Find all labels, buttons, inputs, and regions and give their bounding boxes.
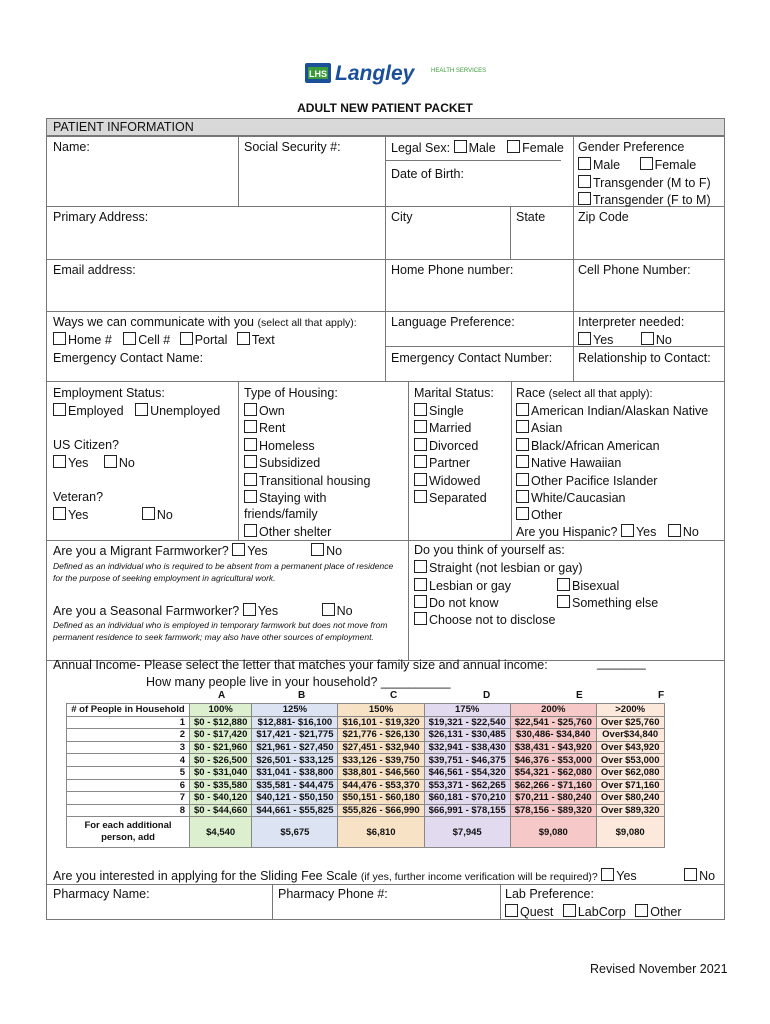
income-range-cell: $9,080 xyxy=(596,817,664,848)
marital-widowed-label: Widowed xyxy=(429,474,481,488)
pharmacy-name-label: Pharmacy Name: xyxy=(53,887,150,901)
race-aian-label: American Indian/Alaskan Native xyxy=(531,404,709,418)
marital-label: Marital Status: xyxy=(414,386,494,400)
citizen-no-label: No xyxy=(118,456,135,470)
income-range-cell: $17,421 - $21,775 xyxy=(252,729,338,742)
marital-married-label: Married xyxy=(429,421,472,435)
income-range-cell: $46,561 - $54,320 xyxy=(424,766,510,779)
emergency-name-label: Emergency Contact Name: xyxy=(53,351,204,365)
housing-subsidized-label: Subsidized xyxy=(259,456,321,470)
home-number-checkbox[interactable] xyxy=(53,332,66,345)
seasonal-definition: Defined as an individual who is employed in temporary farmwork but does not move from permanent residence to seek farmwork; may also have other sources of employment. xyxy=(53,620,388,642)
income-range-cell: $26,131 - $30,485 xyxy=(424,729,510,742)
migrant-no-label: No xyxy=(326,544,343,558)
income-household-size: 6 xyxy=(67,779,190,792)
home-number-label: Home # xyxy=(68,333,112,347)
income-range-cell: $38,431 - $43,920 xyxy=(510,741,596,754)
income-household-size: 7 xyxy=(67,792,190,805)
sex-male-checkbox[interactable] xyxy=(454,140,467,153)
race-other-label: Other xyxy=(531,508,563,522)
veteran-no-label: No xyxy=(156,508,173,522)
cell-number-label: Cell # xyxy=(138,333,171,347)
income-range-cell: $5,675 xyxy=(252,817,338,848)
income-range-cell: $33,126 - $39,750 xyxy=(338,754,424,767)
revised-date: Revised November 2021 xyxy=(590,962,728,976)
income-header-percent: 100% xyxy=(190,704,252,717)
income-range-cell: $26,501 - $33,125 xyxy=(252,754,338,767)
income-header-percent: 200% xyxy=(510,704,596,717)
income-range-cell: $54,321 - $62,080 xyxy=(510,766,596,779)
income-range-cell: $0 - $35,580 xyxy=(190,779,252,792)
city-label: City xyxy=(391,210,413,224)
marital-widowed-checkbox[interactable] xyxy=(414,473,427,486)
sliding-yes-checkbox[interactable] xyxy=(601,868,614,881)
unemployed-checkbox[interactable] xyxy=(135,403,148,416)
logo-mark: LHS xyxy=(309,69,327,79)
interpreter-yes-label: Yes xyxy=(593,333,614,347)
race-black-checkbox[interactable] xyxy=(516,438,529,451)
income-table xyxy=(66,703,665,848)
gp-trans-fm-checkbox[interactable] xyxy=(578,192,591,205)
ways-label: Ways we can communicate with you xyxy=(53,315,255,329)
sliding-yes-label: Yes xyxy=(616,869,637,883)
marital-divorced-checkbox[interactable] xyxy=(414,438,427,451)
hispanic-yes-checkbox[interactable] xyxy=(621,524,634,537)
pharmacy-phone-label: Pharmacy Phone #: xyxy=(278,887,388,901)
migrant-yes-label: Yes xyxy=(247,544,268,558)
langley-logo xyxy=(305,60,487,91)
income-range-cell: $4,540 xyxy=(190,817,252,848)
race-hawaiian-label: Native Hawaiian xyxy=(531,456,622,470)
marital-single-checkbox[interactable] xyxy=(414,403,427,416)
sex-female-checkbox[interactable] xyxy=(507,140,520,153)
citizen-label: US Citizen? xyxy=(53,438,119,452)
income-header-household: # of People in Household xyxy=(67,704,190,717)
gp-trans-mf-checkbox[interactable] xyxy=(578,175,591,188)
gp-male-checkbox[interactable] xyxy=(578,157,591,170)
income-row xyxy=(67,729,665,742)
income-range-cell: $0 - $31,040 xyxy=(190,766,252,779)
income-row xyxy=(67,741,665,754)
income-range-cell: Over $25,760 xyxy=(596,716,664,729)
ssn-label: Social Security #: xyxy=(244,140,341,154)
housing-homeless-label: Homeless xyxy=(259,439,315,453)
income-row xyxy=(67,804,665,817)
lesbian-checkbox[interactable] xyxy=(414,578,427,591)
income-blank: _______ xyxy=(597,656,646,670)
bisexual-checkbox[interactable] xyxy=(557,578,570,591)
income-range-cell: $32,941 - $38,430 xyxy=(424,741,510,754)
citizen-yes-label: Yes xyxy=(68,456,89,470)
zip-label: Zip Code xyxy=(578,210,629,224)
marital-partner-label: Partner xyxy=(429,456,470,470)
housing-transitional-checkbox[interactable] xyxy=(244,473,257,486)
housing-other-label: Other shelter xyxy=(259,525,332,539)
housing-own-label: Own xyxy=(259,404,285,418)
income-range-cell: $22,541 - $25,760 xyxy=(510,716,596,729)
marital-single-label: Single xyxy=(429,404,464,418)
race-aian-checkbox[interactable] xyxy=(516,403,529,416)
hispanic-label: Are you Hispanic? xyxy=(516,525,618,539)
housing-transitional-label: Transitional housing xyxy=(259,474,371,488)
straight-checkbox[interactable] xyxy=(414,560,427,573)
income-range-cell: $70,211 - $80,240 xyxy=(510,792,596,805)
gp-male-label: Male xyxy=(593,158,621,172)
marital-separated-label: Separated xyxy=(429,491,487,505)
sliding-no-label: No xyxy=(699,869,716,883)
emergency-number-label: Emergency Contact Number: xyxy=(391,351,553,365)
interpreter-no-label: No xyxy=(655,333,672,347)
citizen-no-checkbox[interactable] xyxy=(104,455,117,468)
income-header-row xyxy=(67,704,665,717)
letter-b: B xyxy=(298,690,306,701)
sliding-no-checkbox[interactable] xyxy=(684,868,697,881)
income-range-cell: $0 - $21,960 xyxy=(190,741,252,754)
lab-label: Lab Preference: xyxy=(505,887,594,901)
income-row xyxy=(67,779,665,792)
orientation-question: Do you think of yourself as: xyxy=(414,543,565,557)
income-range-cell: $0 - $26,500 xyxy=(190,754,252,767)
income-household-size: 8 xyxy=(67,804,190,817)
employed-label: Employed xyxy=(68,404,124,418)
quest-label: Quest xyxy=(520,905,554,919)
race-pacific-checkbox[interactable] xyxy=(516,473,529,486)
lab-other-checkbox[interactable] xyxy=(635,904,648,917)
interpreter-no-checkbox[interactable] xyxy=(641,332,654,345)
seasonal-no-checkbox[interactable] xyxy=(322,603,335,616)
hispanic-yes-label: Yes xyxy=(635,525,657,539)
income-range-cell: $7,945 xyxy=(424,817,510,848)
lab-other-label: Other xyxy=(650,905,682,919)
logo-sub: HEALTH SERVICES xyxy=(431,68,487,74)
marital-partner-checkbox[interactable] xyxy=(414,455,427,468)
labcorp-label: LabCorp xyxy=(577,905,626,919)
income-household-size: 1 xyxy=(67,716,190,729)
gp-female-label: Female xyxy=(654,158,697,172)
income-header-percent: 175% xyxy=(424,704,510,717)
income-range-cell: $78,156 - $89,320 xyxy=(510,804,596,817)
letter-d: D xyxy=(483,690,491,701)
income-row xyxy=(67,817,665,848)
labcorp-checkbox[interactable] xyxy=(563,904,576,917)
income-range-cell: $44,476 - $53,370 xyxy=(338,779,424,792)
letter-a: A xyxy=(218,690,226,701)
income-range-cell: $31,041 - $38,800 xyxy=(252,766,338,779)
cell-phone-label: Cell Phone Number: xyxy=(578,263,691,277)
income-range-cell: $55,826 - $66,990 xyxy=(338,804,424,817)
primary-address-label: Primary Address: xyxy=(53,210,149,224)
housing-label: Type of Housing: xyxy=(244,386,338,400)
income-range-cell: $46,376 - $53,000 xyxy=(510,754,596,767)
income-range-cell: $53,371 - $62,265 xyxy=(424,779,510,792)
home-phone-label: Home Phone number: xyxy=(391,263,514,277)
cell-number-checkbox[interactable] xyxy=(123,332,136,345)
income-range-cell: Over $62,080 xyxy=(596,766,664,779)
income-range-cell: $12,881- $16,100 xyxy=(252,716,338,729)
letter-f: F xyxy=(658,690,665,701)
housing-friends-label: friends/family xyxy=(244,507,318,521)
income-header-percent: 150% xyxy=(338,704,424,717)
income-range-cell: $39,751 - $46,375 xyxy=(424,754,510,767)
migrant-question: Are you a Migrant Farmworker? xyxy=(53,544,229,558)
income-header-percent: 125% xyxy=(252,704,338,717)
page-title: ADULT NEW PATIENT PACKET xyxy=(297,101,473,115)
income-range-cell: $40,121 - $50,150 xyxy=(252,792,338,805)
migrant-definition: Defined as an individual who is required to be absent from a permanent place of residence for the purpose of seeking employment in agricultural work. xyxy=(53,561,394,583)
migrant-yes-checkbox[interactable] xyxy=(232,543,245,556)
employed-checkbox[interactable] xyxy=(53,403,66,416)
income-range-cell: $21,776 - $26,130 xyxy=(338,729,424,742)
portal-label: Portal xyxy=(194,333,228,347)
interpreter-label: Interpreter needed: xyxy=(578,315,685,329)
veteran-label: Veteran? xyxy=(53,490,104,504)
marital-married-checkbox[interactable] xyxy=(414,420,427,433)
income-household-size: For each additional person, add xyxy=(67,817,190,848)
income-range-cell: $44,661 - $55,825 xyxy=(252,804,338,817)
something-else-label: Something else xyxy=(572,596,659,610)
income-range-cell: Over $89,320 xyxy=(596,804,664,817)
sliding-note: (if yes, further income verification will be required)? xyxy=(360,871,598,883)
race-black-label: Black/African American xyxy=(531,439,660,453)
income-household-size: 3 xyxy=(67,741,190,754)
income-range-cell: $0 - $17,420 xyxy=(190,729,252,742)
income-range-cell: Over $71,160 xyxy=(596,779,664,792)
income-range-cell: $66,991 - $78,155 xyxy=(424,804,510,817)
income-household-size: 5 xyxy=(67,766,190,779)
income-range-cell: $35,581 - $44,475 xyxy=(252,779,338,792)
legal-sex-row xyxy=(391,140,564,155)
income-range-cell: $16,101 - $19,320 xyxy=(338,716,424,729)
race-pacific-label: Other Pacifice Islander xyxy=(531,474,658,488)
sex-female-label: Female xyxy=(522,141,564,155)
housing-staying-checkbox[interactable] xyxy=(244,490,257,503)
relationship-label: Relationship to Contact: xyxy=(578,351,711,365)
citizen-yes-checkbox[interactable] xyxy=(53,455,66,468)
income-label: Annual Income- Please select the letter that matches your family size and annual income: xyxy=(53,658,548,672)
name-label: Name: xyxy=(53,140,90,154)
language-label: Language Preference: xyxy=(391,315,515,329)
sex-male-label: Male xyxy=(468,141,496,155)
marital-separated-checkbox[interactable] xyxy=(414,490,427,503)
marital-divorced-label: Divorced xyxy=(429,439,479,453)
income-range-cell: $19,321 - $22,540 xyxy=(424,716,510,729)
gender-pref-label: Gender Preference xyxy=(578,140,685,154)
straight-label: Straight (not lesbian or gay) xyxy=(429,561,583,575)
dont-know-checkbox[interactable] xyxy=(414,595,427,608)
legal-sex-label: Legal Sex: xyxy=(391,141,451,155)
gp-female-checkbox[interactable] xyxy=(640,157,653,170)
income-range-cell: Over$34,840 xyxy=(596,729,664,742)
seasonal-no-label: No xyxy=(336,604,353,618)
veteran-yes-label: Yes xyxy=(68,508,89,522)
income-range-cell: $30,486- $34,840 xyxy=(510,729,596,742)
housing-own-checkbox[interactable] xyxy=(244,403,257,416)
ways-note: (select all that apply): xyxy=(257,317,357,329)
housing-subsidized-checkbox[interactable] xyxy=(244,455,257,468)
income-range-cell: $0 - $40,120 xyxy=(190,792,252,805)
gp-trans-fm-label: Transgender (F to M) xyxy=(593,193,711,207)
text-label: Text xyxy=(251,333,275,347)
housing-other-checkbox[interactable] xyxy=(244,524,257,537)
bisexual-label: Bisexual xyxy=(572,579,620,593)
portal-checkbox[interactable] xyxy=(180,332,193,345)
unemployed-label: Unemployed xyxy=(150,404,221,418)
income-row xyxy=(67,766,665,779)
income-header-percent: >200% xyxy=(596,704,664,717)
income-range-cell: $62,266 - $71,160 xyxy=(510,779,596,792)
section-title: PATIENT INFORMATION xyxy=(53,120,194,134)
income-range-cell: $0 - $44,660 xyxy=(190,804,252,817)
income-range-cell: $21,961 - $27,450 xyxy=(252,741,338,754)
lesbian-label: Lesbian or gay xyxy=(429,579,512,593)
household-blank: __________ xyxy=(380,675,451,689)
veteran-yes-checkbox[interactable] xyxy=(53,507,66,520)
logo-text: Langley xyxy=(335,62,415,85)
household-label: How many people live in your household? xyxy=(146,675,378,689)
race-asian-checkbox[interactable] xyxy=(516,420,529,433)
income-range-cell: $6,810 xyxy=(338,817,424,848)
choose-not-label: Choose not to disclose xyxy=(429,613,556,627)
hispanic-no-checkbox[interactable] xyxy=(668,524,681,537)
race-white-checkbox[interactable] xyxy=(516,490,529,503)
seasonal-question: Are you a Seasonal Farmworker? xyxy=(53,604,240,618)
migrant-no-checkbox[interactable] xyxy=(311,543,324,556)
seasonal-yes-checkbox[interactable] xyxy=(243,603,256,616)
email-label: Email address: xyxy=(53,263,136,277)
income-range-cell: $50,151 - $60,180 xyxy=(338,792,424,805)
race-note: (select all that apply): xyxy=(548,388,653,400)
langley-logo-graphic xyxy=(305,60,487,88)
employment-label: Employment Status: xyxy=(53,386,165,400)
income-range-cell: Over $80,240 xyxy=(596,792,664,805)
hispanic-no-label: No xyxy=(682,525,699,539)
interpreter-yes-checkbox[interactable] xyxy=(578,332,591,345)
race-asian-label: Asian xyxy=(531,421,563,435)
housing-staying-label: Staying with xyxy=(259,491,327,505)
income-range-cell: $27,451 - $32,940 xyxy=(338,741,424,754)
state-label: State xyxy=(516,210,546,224)
income-range-cell: $9,080 xyxy=(510,817,596,848)
letter-c: C xyxy=(390,690,398,701)
race-other-checkbox[interactable] xyxy=(516,507,529,520)
income-range-cell: Over $53,000 xyxy=(596,754,664,767)
income-range-cell: $0 - $12,880 xyxy=(190,716,252,729)
income-range-cell: $60,181 - $70,210 xyxy=(424,792,510,805)
income-household-size: 2 xyxy=(67,729,190,742)
seasonal-yes-label: Yes xyxy=(257,604,279,618)
housing-rent-label: Rent xyxy=(259,421,286,435)
letter-e: E xyxy=(576,690,583,701)
income-row xyxy=(67,792,665,805)
income-row xyxy=(67,754,665,767)
race-label: Race xyxy=(516,386,546,400)
something-else-checkbox[interactable] xyxy=(557,595,570,608)
income-range-cell: Over $43,920 xyxy=(596,741,664,754)
veteran-no-checkbox[interactable] xyxy=(142,507,155,520)
quest-checkbox[interactable] xyxy=(505,904,518,917)
race-white-label: White/Caucasian xyxy=(531,491,626,505)
dob-label: Date of Birth: xyxy=(391,167,464,181)
sliding-question: Are you interested in applying for the Sliding Fee Scale xyxy=(53,869,358,883)
housing-rent-checkbox[interactable] xyxy=(244,420,257,433)
income-range-cell: $38,801 - $46,560 xyxy=(338,766,424,779)
gp-trans-mf-label: Transgender (M to F) xyxy=(593,176,711,190)
choose-not-checkbox[interactable] xyxy=(414,612,427,625)
race-hawaiian-checkbox[interactable] xyxy=(516,455,529,468)
housing-homeless-checkbox[interactable] xyxy=(244,438,257,451)
text-checkbox[interactable] xyxy=(237,332,250,345)
dont-know-label: Do not know xyxy=(429,596,499,610)
income-household-size: 4 xyxy=(67,754,190,767)
income-row xyxy=(67,716,665,729)
